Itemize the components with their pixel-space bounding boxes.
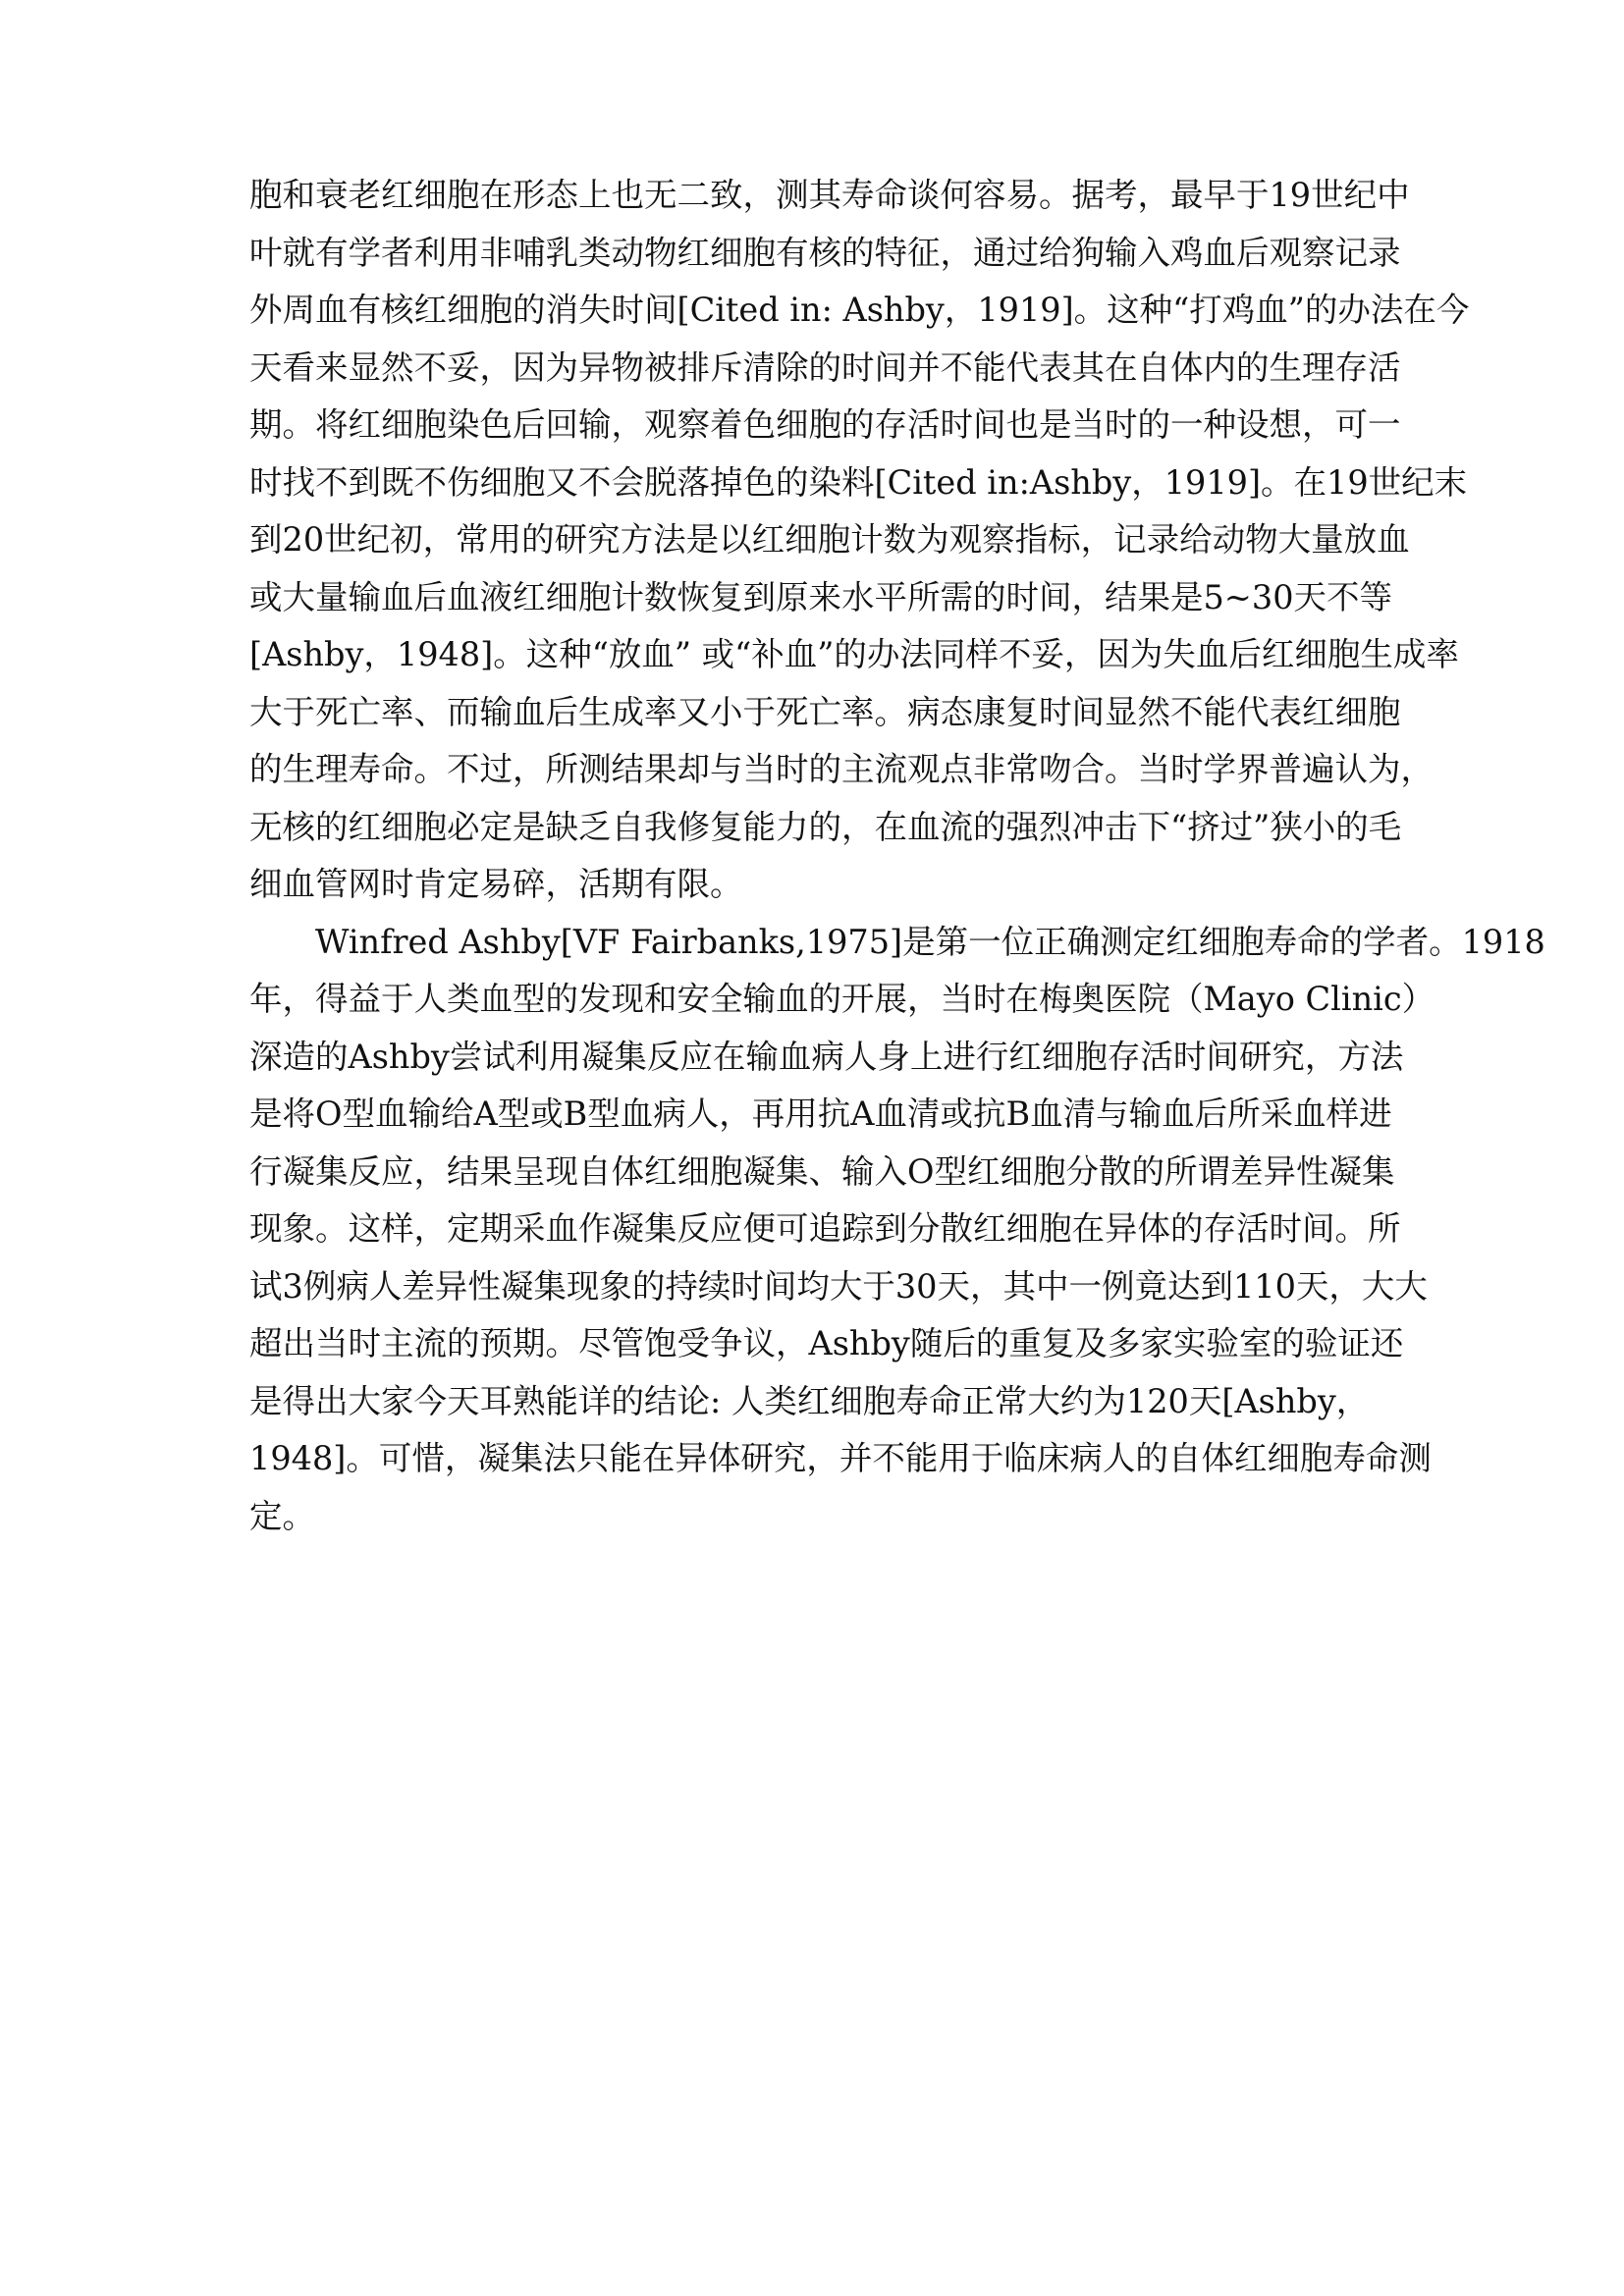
text-line: 行凝集反应，结果呈现自体红细胞凝集、输入O型红细胞分散的所谓差异性凝集 [249, 1151, 1395, 1191]
text-line: 的生理寿命。不过，所测结果却与当时的主流观点非常吻合。当时学界普遍认为， [249, 750, 1434, 788]
text-line: 胞和衰老红细胞在形态上也无二致，测其寿命谈何容易。据考，最早于19世纪中 [249, 176, 1410, 214]
text-line: 叶就有学者利用非哺乳类动物红细胞有核的特征，通过给狗输入鸡血后观察记录 [249, 233, 1401, 272]
text-line: 时找不到既不伤细胞又不会脱落掉色的染料[Cited in:Ashby，1919]。在19世纪末 [249, 462, 1468, 502]
text-line: 年，得益于人类血型的发现和安全输血的开展，当时在梅奥医院（Mayo Clinic） [249, 980, 1435, 1018]
text-line: Winfred Ashby[VF Fairbanks,1975]是第一位正确测定红细胞寿命的学者。1918 [315, 922, 1545, 961]
text-line: 到20世纪初，常用的研究方法是以红细胞计数为观察指标，记录给动物大量放血 [249, 520, 1410, 559]
text-line: 现象。这样，定期采血作凝集反应便可追踪到分散红细胞在异体的存活时间。所 [249, 1209, 1401, 1248]
text-line: 是得出大家今天耳熟能详的结论: 人类红细胞寿命正常大约为120天[Ashby， [249, 1381, 1370, 1420]
text-line: 无核的红细胞必定是缺乏自我修复能力的，在血流的强烈冲击下“挤过”狭小的毛 [249, 807, 1402, 846]
text-line: 超出当时主流的预期。尽管饱受争议，Ashby随后的重复及多家实验室的验证还 [249, 1324, 1404, 1362]
paragraph-2 [249, 914, 1545, 1546]
text-line: 天看来显然不妥，因为异物被排斥清除的时间并不能代表其在自体内的生理存活 [249, 347, 1401, 387]
text-line: 或大量输血后血液红细胞计数恢复到原来水平所需的时间，结果是5~30天不等 [249, 577, 1393, 616]
text-line: 外周血有核红细胞的消失时间[Cited in: Ashby，1919]。这种“打鸡血”的办法在今 [249, 291, 1470, 329]
text-line: 试3例病人差异性凝集现象的持续时间均大于30天，其中一例竟达到110天，大大 [249, 1266, 1428, 1306]
body-text [249, 167, 1545, 1545]
text-line: 大于死亡率、而输血后生成率又小于死亡率。病态康复时间显然不能代表红细胞 [249, 692, 1401, 731]
text-line: 深造的Ashby尝试利用凝集反应在输血病人身上进行红细胞存活时间研究，方法 [249, 1037, 1404, 1076]
text-line: 是将O型血输给A型或B型血病人，再用抗A血清或抗B血清与输血后所采血样进 [249, 1095, 1392, 1133]
text-line: 1948]。可惜，凝集法只能在异体研究，并不能用于临床病人的自体红细胞寿命测 [249, 1439, 1432, 1477]
text-line: 细血管网时肯定易碎，活期有限。 [249, 865, 743, 903]
text-line: [Ashby，1948]。这种“放血” 或“补血”的办法同样不妥，因为失血后红细胞生成率 [249, 635, 1459, 673]
text-line: 期。将红细胞染色后回输，观察着色细胞的存活时间也是当时的一种设想，可一 [249, 405, 1401, 444]
paragraph-1 [249, 167, 1470, 914]
text-line: 定。 [249, 1496, 315, 1535]
